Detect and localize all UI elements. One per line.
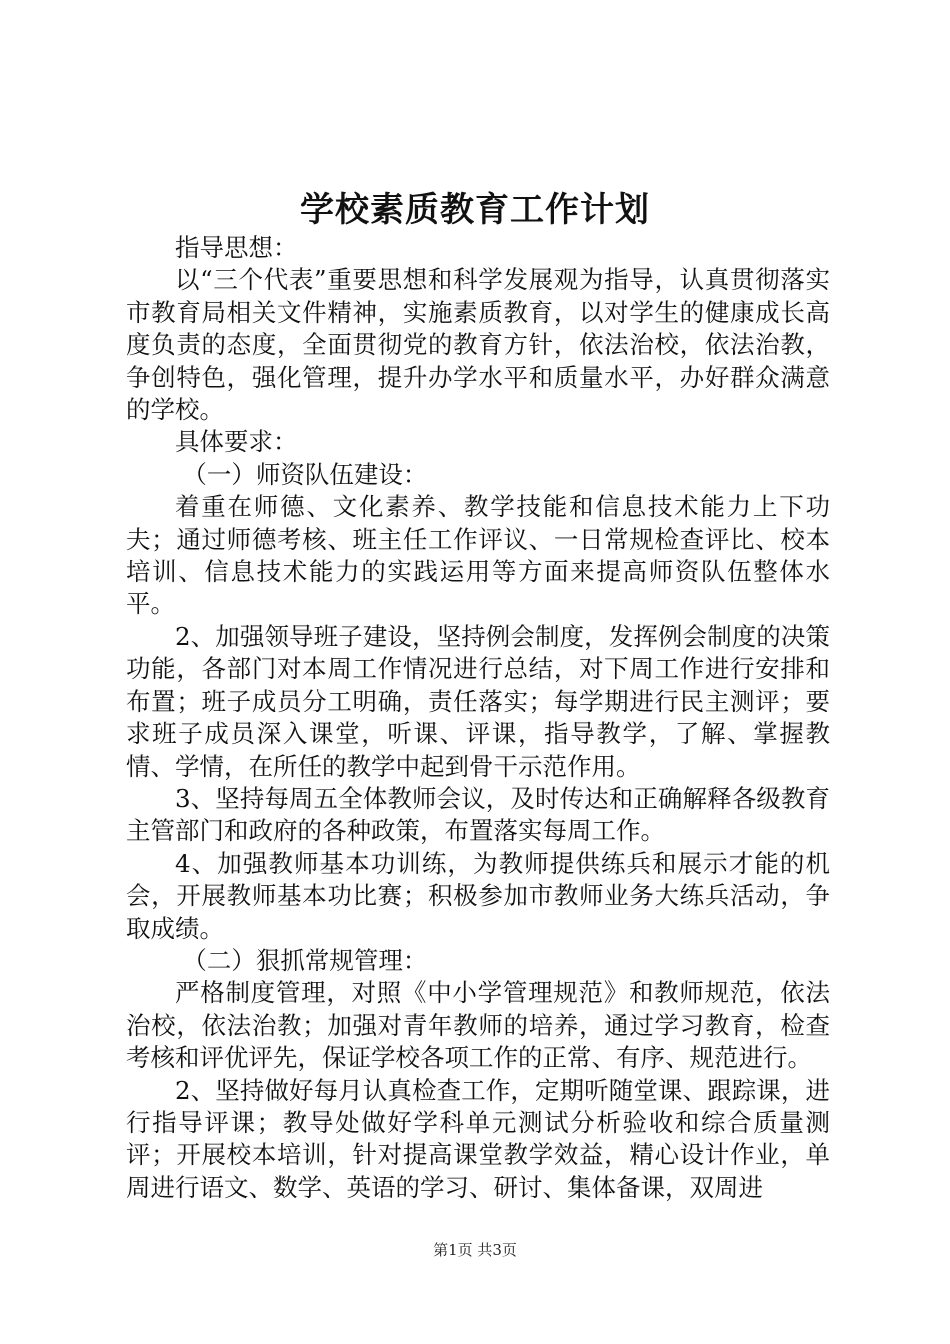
- section-label-guiding-thought: 指导思想：: [175, 233, 298, 262]
- paragraph-teachers-2: 2、加强领导班子建设，坚持例会制度，发挥例会制度的决策功能，各部门对本周工作情况进行总结，对下周工作进行安排和布置；班子成员分工明确，责任落实；每学期进行民主测评；要求班子成员深入课堂，听课、评课，指导教学，了解、掌握教情、学情，在所任的教学中起到骨干示范作用。: [126, 621, 830, 781]
- paragraph-routine-1: 严格制度管理，对照《中小学管理规范》和教师规范，依法治校，依法治教；加强对青年教师的培养，通过学习教育，检查考核和评优评先，保证学校各项工作的正常、有序、规范进行。: [126, 978, 830, 1073]
- paragraph-teachers-4: 4、加强教师基本功训练，为教师提供练兵和展示才能的机会，开展教师基本功比赛；积极参加市教师业务大练兵活动，争取成绩。: [126, 848, 830, 943]
- subsection-heading-routine: （二）狠抓常规管理：: [182, 945, 428, 975]
- paragraph-guiding-thought: 以“三个代表”重要思想和科学发展观为指导，认真贯彻落实市教育局相关文件精神，实施素质教育，以对学生的健康成长高度负责的态度，全面贯彻党的教育方针，依法治校，依法治教，争创特色，强化管理，提升办学水平和质量水平，办好群众满意的学校。: [126, 265, 830, 425]
- paragraph-routine-2: 2、坚持做好每月认真检查工作，定期听随堂课、跟踪课，进行指导评课；教导处做好学科单元测试分析验收和综合质量测评；开展校本培训，针对提高课堂教学效益，精心设计作业，单周进行语文、数学、英语的学习、研讨、集体备课，双周进: [126, 1075, 830, 1202]
- paragraph-teachers-3: 3、坚持每周五全体教师会议，及时传达和正确解释各级教育主管部门和政府的各种政策，布置落实每周工作。: [126, 783, 830, 846]
- page-number-footer: 第1页 共3页: [433, 1241, 517, 1259]
- document-body: [126, 232, 830, 1204]
- paragraph-teachers-1: 着重在师德、文化素养、教学技能和信息技术能力上下功夫；通过师德考核、班主任工作评议、一日常规检查评比、校本培训、信息技术能力的实践运用等方面来提高师资队伍整体水平。: [126, 492, 830, 619]
- subsection-heading-teachers: （一）师资队伍建设：: [182, 459, 428, 489]
- section-label-requirements: 具体要求：: [175, 427, 298, 457]
- document-title: 学校素质教育工作计划: [300, 190, 650, 230]
